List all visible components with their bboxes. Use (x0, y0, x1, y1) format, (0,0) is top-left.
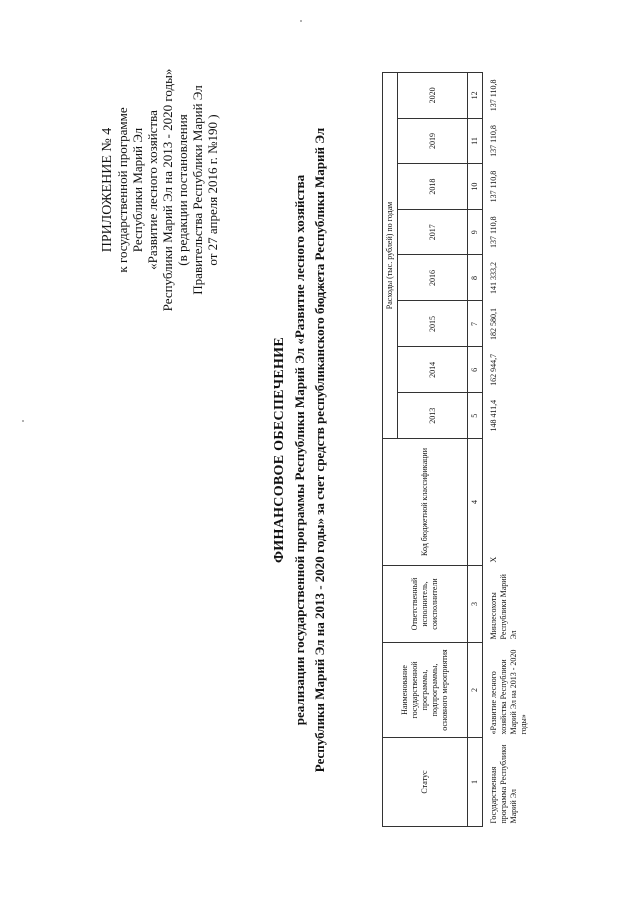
header-year: 2014 (398, 347, 468, 393)
row-status: Государственная программа Республики Марий Эл (489, 744, 518, 824)
column-number: 4 (468, 439, 483, 566)
appendix-line: «Развитие лесного хозяйства (145, 110, 160, 270)
header-year: 2017 (398, 209, 468, 255)
header-year: 2016 (398, 255, 468, 301)
column-number: 3 (468, 566, 483, 643)
column-number: 6 (468, 347, 483, 393)
appendix-title: ПРИЛОЖЕНИЕ № 4 (100, 127, 115, 253)
column-number: 5 (468, 393, 483, 439)
heading-title: ФИНАНСОВОЕ ОБЕСПЕЧЕНИЕ (272, 336, 287, 564)
appendix-block (100, 45, 220, 335)
column-number: 9 (468, 209, 483, 255)
appendix-line: Правительства Республики Марий Эл (190, 85, 205, 295)
heading-line-2: Республики Марий Эл на 2013 - 2020 годы» за счет средств республиканского бюджета Республики Марий Эл (312, 127, 327, 773)
appendix-line: Республики Марий Эл (130, 127, 145, 253)
row-value: 137 110,8 (489, 216, 498, 249)
document-heading (272, 55, 328, 845)
column-number: 11 (468, 118, 483, 164)
row-value: 141 333,2 (489, 261, 498, 294)
table-column-numbers-row (468, 73, 483, 827)
row-executor: Минлесохоты Республики Марий Эл (489, 574, 518, 640)
column-number: 12 (468, 73, 483, 119)
column-number: 7 (468, 301, 483, 347)
header-year: 2015 (398, 301, 468, 347)
row-value: 137 110,8 (489, 170, 498, 203)
column-number: 8 (468, 255, 483, 301)
appendix-line: от 27 апреля 2016 г. №190 ) (205, 114, 220, 266)
header-executor: Ответственный исполнитель, соисполнители (383, 566, 468, 643)
header-budget-code: Код бюджетной классификации (383, 439, 468, 566)
header-name: Наименование государственной программы, подпрограммы, основного мероприятия (383, 643, 468, 738)
header-year: 2013 (398, 393, 468, 439)
header-status: Статус (383, 738, 468, 827)
appendix-line: Республики Марий Эл на 2013 - 2020 годы» (160, 68, 175, 312)
row-value: 137 110,8 (489, 125, 498, 157)
heading-line-1: реализации государственной программы Республики Марий Эл «Развитие лесного хозяйства (292, 174, 307, 726)
header-year: 2019 (398, 118, 468, 164)
column-number: 1 (468, 738, 483, 827)
header-year: 2020 (398, 73, 468, 119)
row-value: 148 411,4 (489, 399, 498, 432)
column-number: 2 (468, 643, 483, 738)
appendix-line: (в редакции постановления (175, 114, 190, 266)
table-header-row (383, 73, 398, 827)
column-number: 10 (468, 164, 483, 210)
scan-speck (300, 20, 302, 22)
row-value: 162 944,7 (489, 353, 498, 386)
row-name: «Развитие лесного хозяйства Республики Марий Эл на 2013 - 2020 годы» (489, 649, 528, 735)
table-row (483, 73, 532, 827)
row-value: 137 110,8 (489, 79, 498, 112)
appendix-line: к государственной программе (115, 107, 130, 273)
financing-table (382, 72, 531, 827)
row-value: 182 580,1 (489, 307, 498, 340)
header-year: 2018 (398, 164, 468, 210)
row-budget-code: Х (489, 556, 498, 563)
header-expenses: Расходы (тыс. рублей) по годам (383, 73, 398, 439)
scan-speck (22, 420, 24, 422)
